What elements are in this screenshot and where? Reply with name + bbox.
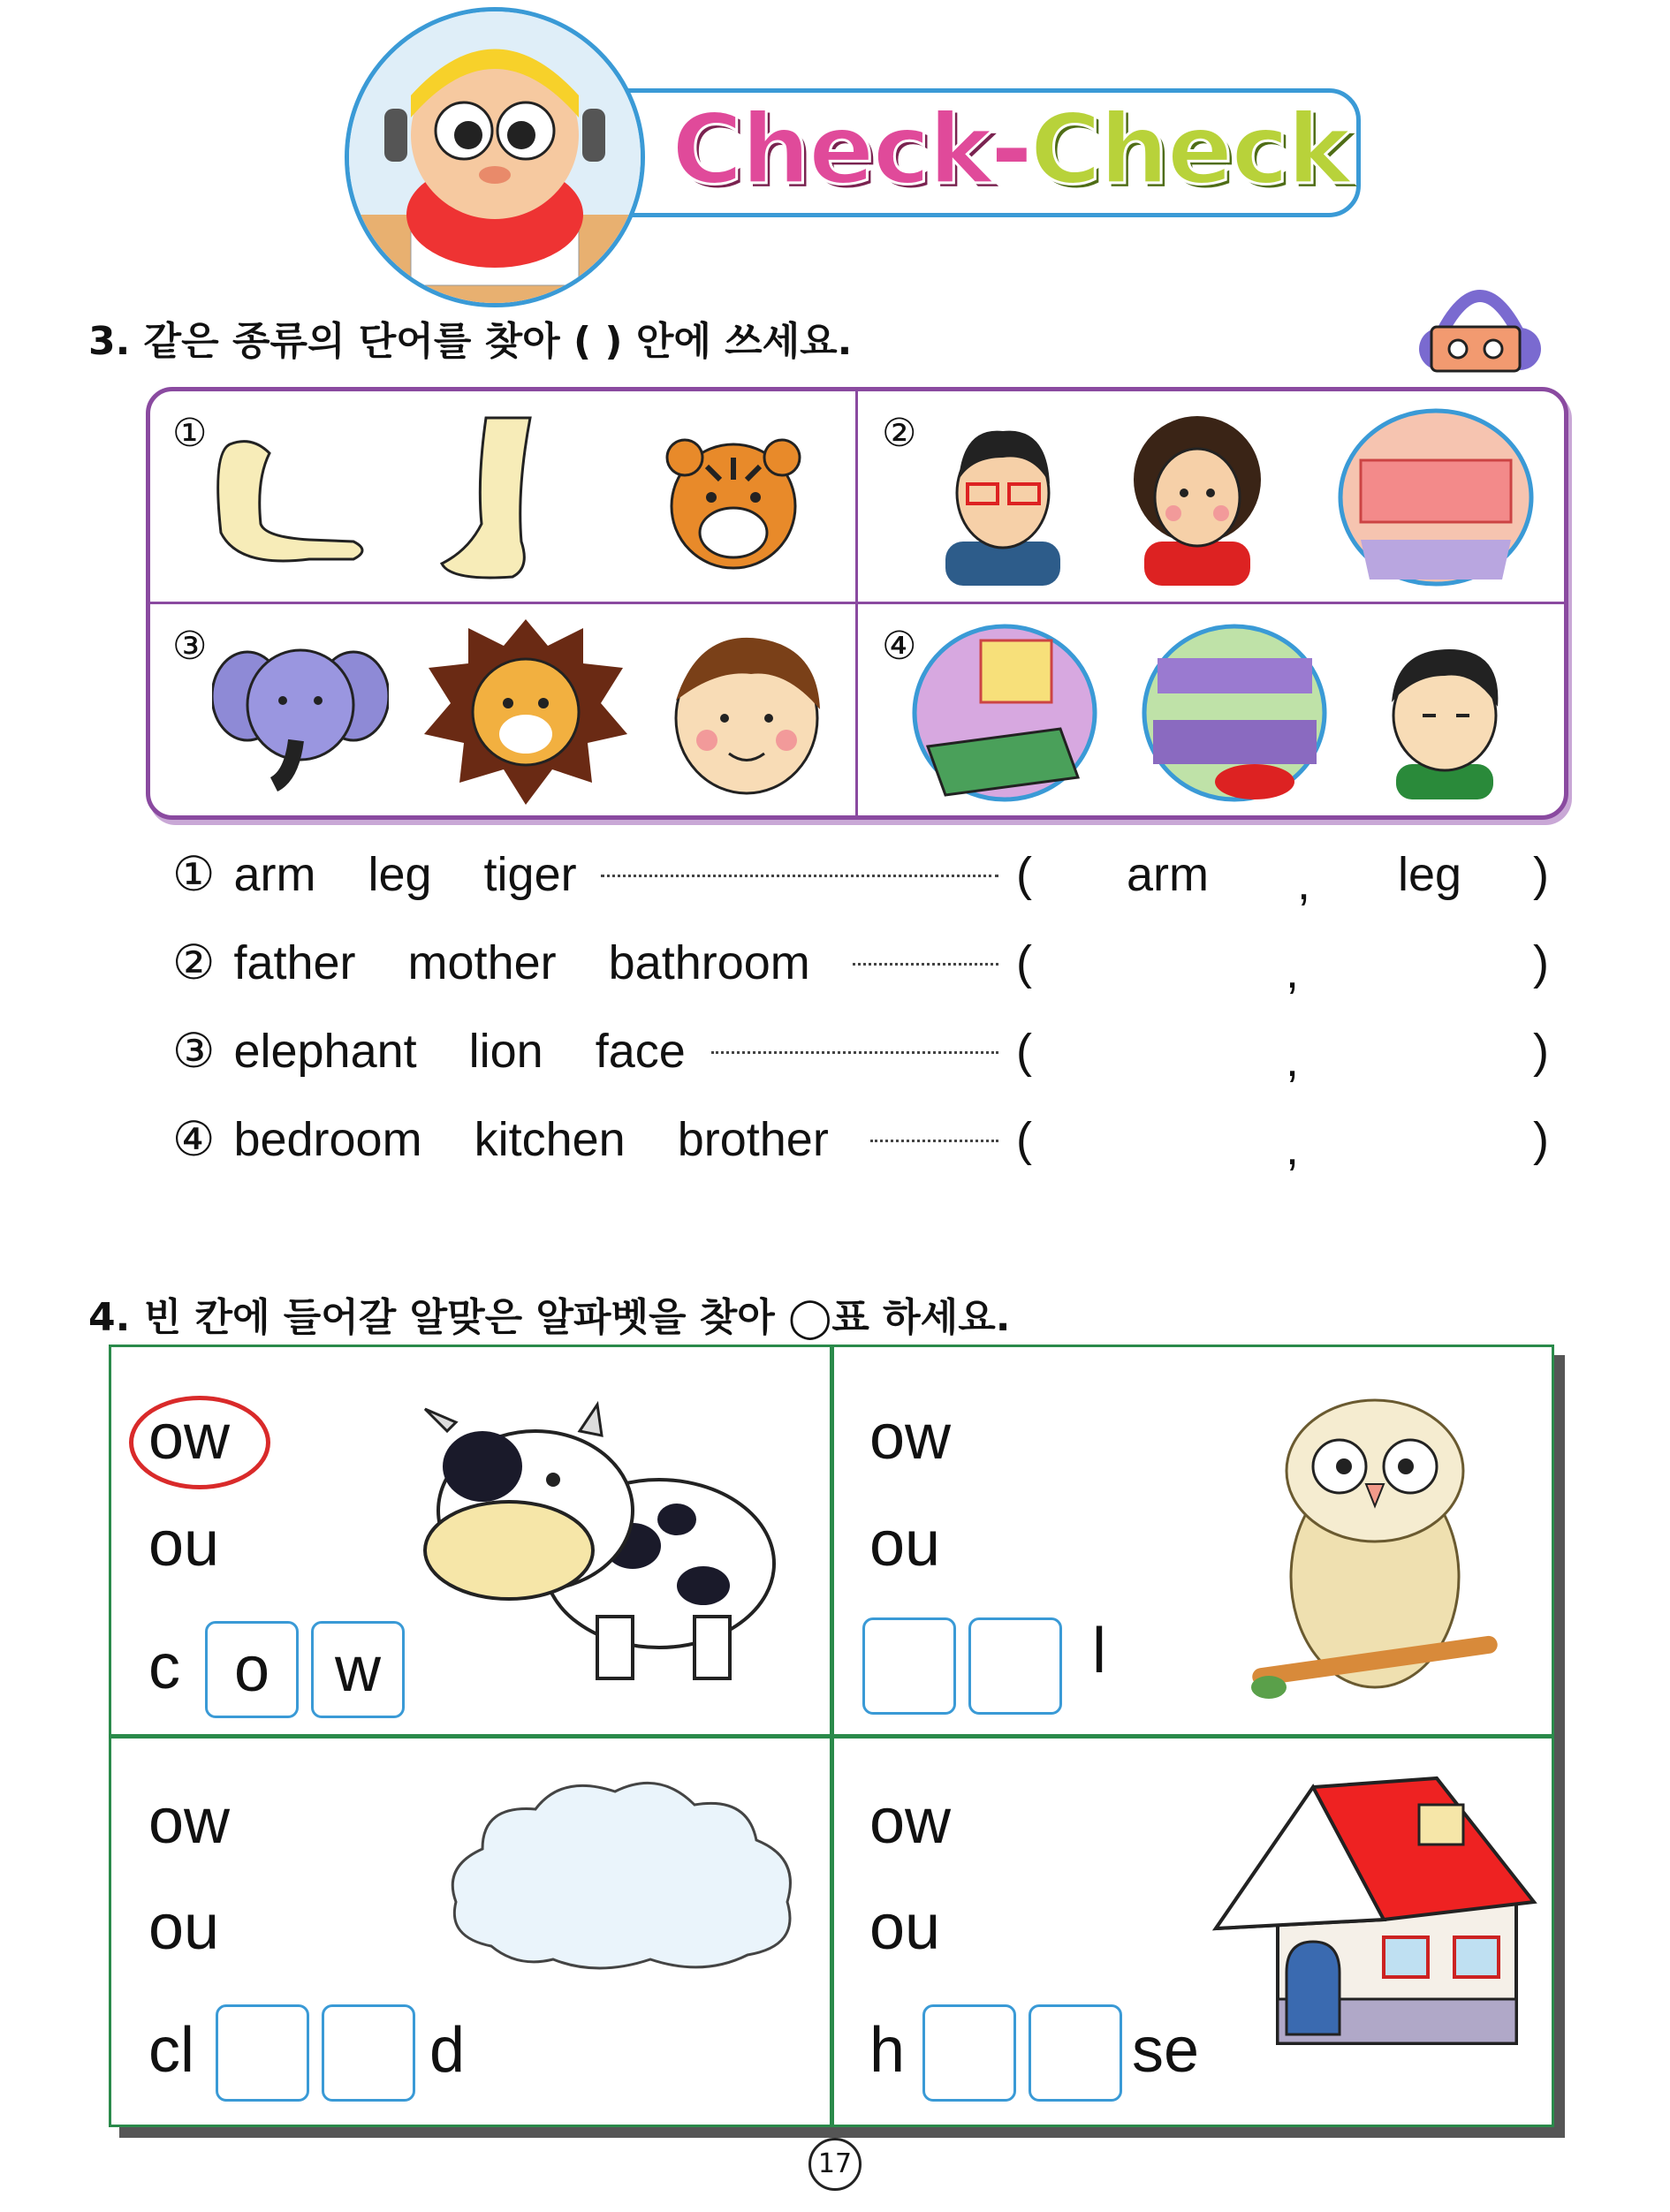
choice-word: lion: [468, 1025, 543, 1078]
owl-picture: [1242, 1382, 1507, 1713]
comma: ,: [1297, 857, 1311, 910]
open-paren: (: [1016, 848, 1032, 901]
row-number: ④: [172, 1113, 216, 1166]
spelling-choice-grid: [109, 1345, 1554, 2127]
close-paren: ): [1533, 936, 1549, 989]
question-4-instruction: 4. 빈 칸에 들어갈 알맞은 알파벳을 찾아 ◯표 하세요.: [88, 1295, 1011, 1340]
word-suffix: l: [1092, 1616, 1106, 1686]
row-number: ②: [172, 936, 216, 989]
choice-word: brother: [677, 1113, 829, 1166]
bedroom-picture: [910, 623, 1100, 807]
arm-picture: [203, 427, 380, 589]
grid-divider-horizontal: [150, 602, 1564, 604]
close-paren: ): [1533, 1025, 1549, 1078]
title-part-2: Check: [1029, 93, 1350, 206]
cassette-headphone-icon: [1414, 265, 1546, 401]
choice-word: kitchen: [474, 1113, 626, 1166]
student-mascot-illustration: [345, 7, 645, 307]
option-ou[interactable]: ou: [869, 1509, 941, 1579]
dotted-leader: [601, 875, 998, 877]
tiger-picture: [654, 431, 813, 576]
letter-box-2[interactable]: [322, 2004, 415, 2102]
choice-word: elephant: [233, 1025, 417, 1078]
row-number: ③: [172, 1025, 216, 1078]
option-ou[interactable]: ou: [148, 1509, 220, 1579]
elephant-picture: [212, 634, 389, 797]
leg-picture: [433, 409, 566, 589]
choice-word: mother: [407, 936, 557, 989]
letter-box-1[interactable]: [922, 2004, 1016, 2102]
house-picture: [1207, 1769, 1543, 2064]
word-suffix: d: [429, 2015, 466, 2086]
dotted-leader: [853, 963, 998, 966]
word-category-picture-grid: [146, 387, 1568, 820]
grid-divider-horizontal: [111, 1734, 1552, 1739]
choice-word: bathroom: [608, 936, 810, 989]
dotted-leader: [870, 1140, 998, 1142]
mother-picture: [1122, 409, 1272, 589]
close-paren: ): [1533, 848, 1549, 901]
open-paren: (: [1016, 1113, 1032, 1166]
choice-word: leg: [368, 848, 432, 901]
lion-picture: [424, 619, 627, 808]
father-picture: [937, 409, 1069, 589]
letter-box-1[interactable]: o: [205, 1621, 299, 1718]
choice-word: face: [595, 1025, 686, 1078]
letter-box-2[interactable]: w: [311, 1621, 405, 1718]
choice-word: bedroom: [233, 1113, 422, 1166]
word-prefix: cl: [148, 2015, 194, 2086]
answer-row-2: [172, 932, 810, 994]
answer-row-4: [172, 1109, 829, 1170]
row-number: ①: [172, 848, 216, 901]
word-prefix: c: [148, 1632, 180, 1702]
brother-picture: [1378, 632, 1511, 803]
choice-word: father: [233, 936, 356, 989]
answer-blank-2[interactable]: leg: [1398, 848, 1462, 901]
dotted-leader: [711, 1051, 998, 1054]
answer-blank-1[interactable]: arm: [1127, 848, 1209, 901]
page-number: 17: [808, 2138, 862, 2191]
comma: ,: [1286, 1034, 1300, 1087]
kitchen-picture: [1140, 623, 1330, 807]
cloud-picture: [438, 1769, 809, 1985]
choice-word: arm: [233, 848, 316, 901]
face-picture: [663, 621, 831, 801]
option-ow[interactable]: ow: [869, 1402, 952, 1473]
word-suffix: se: [1132, 2015, 1200, 2086]
letter-box-2[interactable]: [968, 1617, 1062, 1715]
letter-box-1[interactable]: [216, 2004, 309, 2102]
word-prefix: h: [869, 2015, 906, 2086]
option-ow[interactable]: ow: [869, 1786, 952, 1857]
letter-box-1[interactable]: [862, 1617, 956, 1715]
cell-number-1: ①: [172, 411, 208, 456]
open-paren: (: [1016, 1025, 1032, 1078]
option-ou[interactable]: ou: [148, 1892, 220, 1963]
cell-number-2: ②: [882, 411, 917, 456]
question-3-instruction: 3. 같은 종류의 단어를 찾아 ( ) 안에 쓰세요.: [88, 319, 853, 364]
answer-row-1: [172, 844, 577, 905]
answer-row-3: [172, 1020, 686, 1082]
comma: ,: [1286, 1122, 1300, 1175]
cow-picture: [412, 1396, 792, 1691]
page-title: [672, 92, 1350, 207]
title-dash: -: [991, 93, 1030, 206]
open-paren: (: [1016, 936, 1032, 989]
title-part-1: Check: [672, 93, 992, 206]
choice-word: tiger: [483, 848, 577, 901]
letter-box-2[interactable]: [1029, 2004, 1122, 2102]
option-ow[interactable]: ow: [148, 1402, 231, 1473]
option-ou[interactable]: ou: [869, 1892, 941, 1963]
cell-number-4: ④: [882, 624, 917, 669]
cell-number-3: ③: [172, 624, 208, 669]
option-ow[interactable]: ow: [148, 1786, 231, 1857]
comma: ,: [1286, 945, 1300, 998]
bathroom-picture: [1334, 407, 1537, 592]
close-paren: ): [1533, 1113, 1549, 1166]
